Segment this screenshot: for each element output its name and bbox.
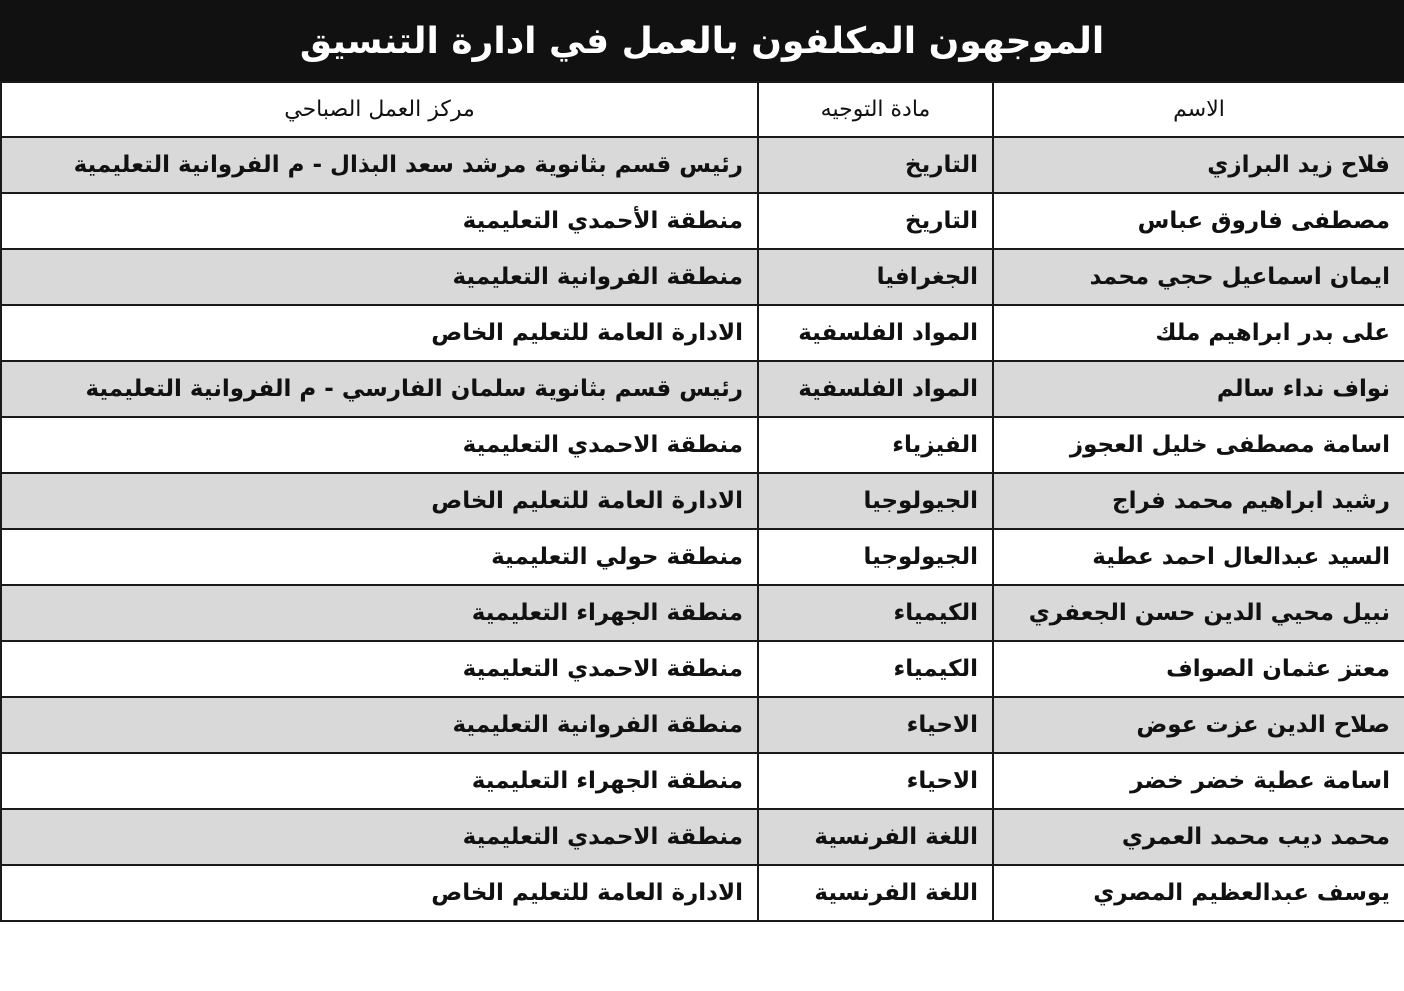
cell-subject: اللغة الفرنسية <box>758 865 993 921</box>
cell-subject: الاحياء <box>758 753 993 809</box>
cell-center: منطقة الاحمدي التعليمية <box>1 641 758 697</box>
cell-name: رشيد ابراهيم محمد فراج <box>993 473 1404 529</box>
cell-subject: الاحياء <box>758 697 993 753</box>
cell-subject: التاريخ <box>758 193 993 249</box>
cell-subject: المواد الفلسفية <box>758 361 993 417</box>
cell-subject: المواد الفلسفية <box>758 305 993 361</box>
cell-center: الادارة العامة للتعليم الخاص <box>1 305 758 361</box>
table-body <box>1 137 1404 921</box>
table-row <box>1 193 1404 249</box>
cell-center: منطقة الجهراء التعليمية <box>1 585 758 641</box>
cell-name: فلاح زيد البرازي <box>993 137 1404 193</box>
cell-center: رئيس قسم بثانوية سلمان الفارسي - م الفروانية التعليمية <box>1 361 758 417</box>
table-row <box>1 361 1404 417</box>
page-title: الموجهون المكلفون بالعمل في ادارة التنسيق <box>0 0 1404 81</box>
cell-name: محمد ديب محمد العمري <box>993 809 1404 865</box>
table-row <box>1 529 1404 585</box>
header-subject: مادة التوجيه <box>758 82 993 137</box>
table-row <box>1 697 1404 753</box>
cell-center: منطقة الاحمدي التعليمية <box>1 417 758 473</box>
header-name: الاسم <box>993 82 1404 137</box>
cell-name: السيد عبدالعال احمد عطية <box>993 529 1404 585</box>
table-row <box>1 305 1404 361</box>
assignments-table <box>0 81 1404 922</box>
table-row <box>1 641 1404 697</box>
table-header-row <box>1 82 1404 137</box>
table-row <box>1 137 1404 193</box>
cell-subject: الفيزياء <box>758 417 993 473</box>
table-row <box>1 753 1404 809</box>
table-row <box>1 585 1404 641</box>
cell-subject: الجيولوجيا <box>758 529 993 585</box>
cell-subject: التاريخ <box>758 137 993 193</box>
cell-name: مصطفى فاروق عباس <box>993 193 1404 249</box>
cell-name: على بدر ابراهيم ملك <box>993 305 1404 361</box>
cell-center: الادارة العامة للتعليم الخاص <box>1 473 758 529</box>
cell-name: يوسف عبدالعظيم المصري <box>993 865 1404 921</box>
cell-center: منطقة الفروانية التعليمية <box>1 697 758 753</box>
cell-center: منطقة حولي التعليمية <box>1 529 758 585</box>
cell-center: منطقة الفروانية التعليمية <box>1 249 758 305</box>
cell-name: اسامة مصطفى خليل العجوز <box>993 417 1404 473</box>
cell-center: منطقة الاحمدي التعليمية <box>1 809 758 865</box>
cell-center: منطقة الأحمدي التعليمية <box>1 193 758 249</box>
cell-name: ايمان اسماعيل حجي محمد <box>993 249 1404 305</box>
table-row <box>1 473 1404 529</box>
cell-name: نواف نداء سالم <box>993 361 1404 417</box>
cell-subject: الجغرافيا <box>758 249 993 305</box>
cell-subject: الكيمياء <box>758 641 993 697</box>
cell-name: معتز عثمان الصواف <box>993 641 1404 697</box>
cell-name: صلاح الدين عزت عوض <box>993 697 1404 753</box>
cell-subject: الجيولوجيا <box>758 473 993 529</box>
table-row <box>1 865 1404 921</box>
header-center: مركز العمل الصباحي <box>1 82 758 137</box>
cell-name: اسامة عطية خضر خضر <box>993 753 1404 809</box>
table-row <box>1 249 1404 305</box>
cell-subject: اللغة الفرنسية <box>758 809 993 865</box>
cell-name: نبيل محيي الدين حسن الجعفري <box>993 585 1404 641</box>
cell-center: رئيس قسم بثانوية مرشد سعد البذال - م الفروانية التعليمية <box>1 137 758 193</box>
table-row <box>1 809 1404 865</box>
cell-center: الادارة العامة للتعليم الخاص <box>1 865 758 921</box>
cell-center: منطقة الجهراء التعليمية <box>1 753 758 809</box>
table-row <box>1 417 1404 473</box>
cell-subject: الكيمياء <box>758 585 993 641</box>
